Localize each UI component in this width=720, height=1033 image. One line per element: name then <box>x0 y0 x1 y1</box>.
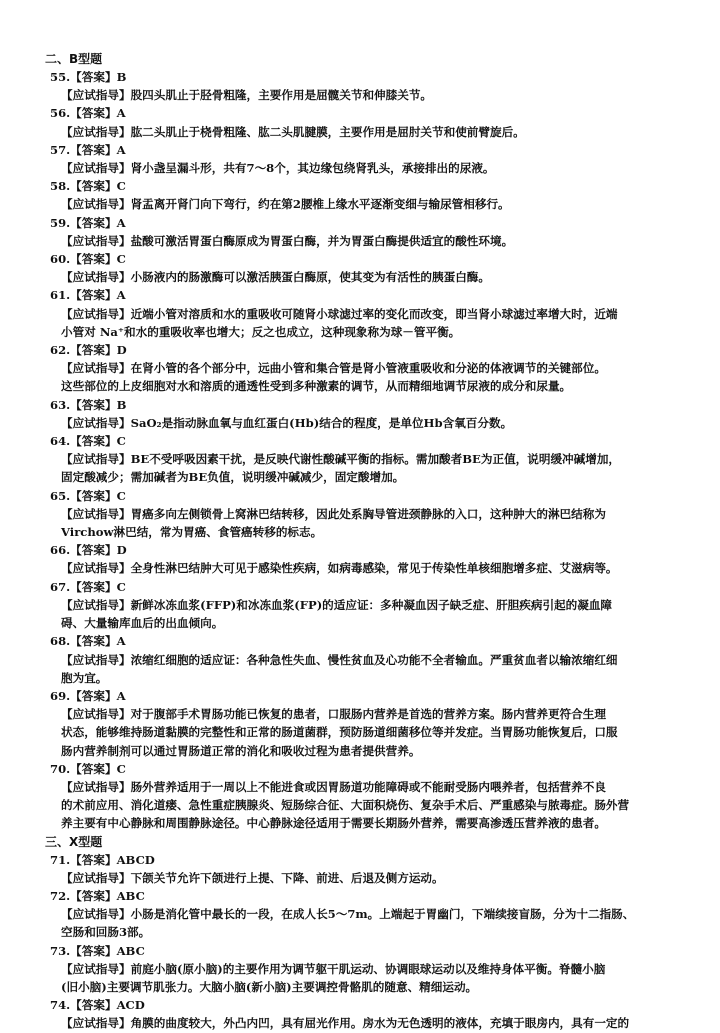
answer-value: C <box>116 488 126 503</box>
answer-line <box>45 632 680 650</box>
guide-label: 【应试指导】 <box>61 870 131 885</box>
answer-value: ABC <box>116 943 145 958</box>
question-number: 67. <box>50 579 71 594</box>
guide-text: 盐酸可激活胃蛋白酶原成为胃蛋白酶，并为胃蛋白酶提供适宜的酸性环境。 <box>130 233 514 248</box>
answer-label: 【答案】 <box>70 397 117 412</box>
answer-line <box>45 214 680 232</box>
answer-label: 【答案】 <box>70 888 117 903</box>
answer-line <box>45 286 680 304</box>
guide-line <box>45 159 680 177</box>
question-number: 68. <box>50 634 71 649</box>
guide-text: 对于腹部手术胃肠功能已恢复的患者，口服肠内营养是首选的营养方案。肠内营养更符合生理 <box>130 707 606 722</box>
answer-value: A <box>116 688 126 703</box>
answer-line <box>45 432 680 450</box>
guide-line <box>45 523 680 541</box>
answer-line <box>45 177 680 195</box>
answer-value: D <box>116 543 127 558</box>
guide-text: Virchow淋巴结，常为胃癌、食管癌转移的标志。 <box>61 525 323 540</box>
answer-label: 【答案】 <box>70 179 117 194</box>
answer-label: 【答案】 <box>70 288 117 303</box>
guide-line <box>45 414 680 432</box>
guide-label: 【应试指导】 <box>61 270 131 285</box>
guide-line <box>45 268 680 286</box>
answer-label: 【答案】 <box>70 998 117 1013</box>
answer-label: 【答案】 <box>70 688 117 703</box>
guide-label: 【应试指导】 <box>61 779 131 794</box>
guide-label: 【应试指导】 <box>61 907 131 922</box>
guide-line <box>45 377 680 395</box>
answer-line <box>45 851 680 869</box>
answer-value: B <box>116 397 127 412</box>
answer-label: 【答案】 <box>70 761 117 776</box>
guide-text: 角膜的曲度较大，外凸内凹，具有屈光作用。房水为无色透明的液体，充填于眼房内，具有一定的 <box>130 1016 630 1031</box>
guide-text: 这些部位的上皮细胞对水和溶质的通透性受到多种激素的调节，从而精细地调节尿液的成分和尿量。 <box>61 379 572 394</box>
guide-label: 【应试指导】 <box>61 233 131 248</box>
question-number: 71. <box>50 852 71 867</box>
guide-line <box>45 778 680 796</box>
guide-text: 新鲜冰冻血浆(FFP)和冰冻血浆(FP)的适应证：多种凝血因子缺乏症、肝胆疾病引起的凝血障 <box>130 597 613 612</box>
question-number: 70. <box>50 761 71 776</box>
guide-text: 在肾小管的各个部分中，远曲小管和集合管是肾小管液重吸收和分泌的体液调节的关键部位。 <box>130 361 606 376</box>
guide-text: 小管对 Na⁺和水的重吸收率也增大；反之也成立，这种现象称为球－管平衡。 <box>61 324 461 339</box>
guide-text: BE不受呼吸因素干扰，是反映代谢性酸碱平衡的指标。需加酸者BE为正值，说明缓冲碱增加， <box>130 452 621 467</box>
guide-text: 养主要有中心静脉和周围静脉途径。中心静脉途径适用于需要长期肠外营养，需要高渗透压营养液的患者。 <box>61 816 606 831</box>
guide-text: 碍、大量输库血后的出血倾向。 <box>61 616 224 631</box>
guide-line <box>45 923 680 941</box>
guide-line <box>45 559 680 577</box>
guide-line <box>45 123 680 141</box>
question-number: 63. <box>50 397 71 412</box>
question-number: 73. <box>50 943 71 958</box>
answer-label: 【答案】 <box>70 343 117 358</box>
guide-text: 小肠是消化管中最长的一段，在成人长5～7m。上端起于胃幽门，下端续接盲肠，分为十二指肠、 <box>130 907 635 922</box>
question-number: 56. <box>50 106 71 121</box>
answer-value: A <box>116 288 126 303</box>
question-number: 57. <box>50 142 71 157</box>
guide-label: 【应试指导】 <box>61 652 131 667</box>
guide-text: 肾盂离开肾门向下弯行，约在第2腰椎上缘水平逐渐变细与输尿管相移行。 <box>130 197 510 212</box>
section-title: 二、B型题 <box>45 52 103 66</box>
guide-text: SaO₂是指动脉血氧与血红蛋白(Hb)结合的程度，是单位Hb含氧百分数。 <box>130 415 513 430</box>
guide-label: 【应试指导】 <box>61 961 131 976</box>
answer-line <box>45 487 680 505</box>
guide-line <box>45 195 680 213</box>
answer-line <box>45 396 680 414</box>
answer-line <box>45 687 680 705</box>
answer-value: ABC <box>116 888 145 903</box>
answer-label: 【答案】 <box>70 252 117 267</box>
answer-line <box>45 68 680 86</box>
guide-line <box>45 905 680 923</box>
guide-line <box>45 978 680 996</box>
answer-value: C <box>116 579 126 594</box>
guide-line <box>45 705 680 723</box>
answer-line <box>45 141 680 159</box>
answer-value: ABCD <box>116 852 155 867</box>
guide-line <box>45 323 680 341</box>
answer-label: 【答案】 <box>70 634 117 649</box>
guide-text: 状态，能够维持肠道黏膜的完整性和正常的肠道菌群，预防肠道细菌移位等并发症。当胃肠功能恢复后，口服 <box>61 725 618 740</box>
guide-line <box>45 869 680 887</box>
answer-line <box>45 760 680 778</box>
guide-text: 空肠和回肠3部。 <box>61 925 151 940</box>
guide-text: 肾小盏呈漏斗形，共有7～8个，其边缘包绕肾乳头，承接排出的尿液。 <box>130 161 495 176</box>
guide-line <box>45 305 680 323</box>
guide-text: 股四头肌止于胫骨粗隆，主要作用是屈髋关节和伸膝关节。 <box>130 88 433 103</box>
question-number: 61. <box>50 288 71 303</box>
guide-text: 肱二头肌止于桡骨粗隆、肱二头肌腱膜，主要作用是屈肘关节和使前臂旋后。 <box>130 124 525 139</box>
answer-line <box>45 541 680 559</box>
guide-line <box>45 1014 680 1032</box>
guide-line <box>45 742 680 760</box>
guide-line <box>45 723 680 741</box>
question-number: 66. <box>50 543 71 558</box>
answer-value: B <box>116 70 127 84</box>
guide-label: 【应试指导】 <box>61 197 131 212</box>
guide-line <box>45 960 680 978</box>
question-number: 58. <box>50 179 71 194</box>
guide-line <box>45 359 680 377</box>
guide-line <box>45 450 680 468</box>
answer-label: 【答案】 <box>70 215 117 230</box>
guide-text: 全身性淋巴结肿大可见于感染性疾病，如病毒感染，常见于传染性单核细胞增多症、艾滋病等。 <box>130 561 618 576</box>
question-number: 69. <box>50 688 71 703</box>
question-number: 72. <box>50 888 71 903</box>
answer-label: 【答案】 <box>70 943 117 958</box>
answer-label: 【答案】 <box>70 852 117 867</box>
guide-line <box>45 796 680 814</box>
guide-label: 【应试指导】 <box>61 452 131 467</box>
guide-line <box>45 505 680 523</box>
guide-text: 肠内营养制剂可以通过胃肠道正常的消化和吸收过程为患者提供营养。 <box>61 743 421 758</box>
guide-line <box>45 232 680 250</box>
guide-line <box>45 614 680 632</box>
answer-value: A <box>116 142 126 157</box>
guide-text: 胃癌多向左侧锁骨上窝淋巴结转移，因此处系胸导管进颈静脉的入口，这种肿大的淋巴结称为 <box>130 506 606 521</box>
guide-text: 小肠液内的肠激酶可以激活胰蛋白酶原，使其变为有活性的胰蛋白酶。 <box>130 270 490 285</box>
answer-label: 【答案】 <box>70 142 117 157</box>
guide-label: 【应试指导】 <box>61 707 131 722</box>
guide-line <box>45 651 680 669</box>
answer-label: 【答案】 <box>70 543 117 558</box>
question-number: 65. <box>50 488 71 503</box>
guide-text: 胞为宜。 <box>61 670 108 685</box>
question-number: 74. <box>50 998 71 1013</box>
guide-line <box>45 814 680 832</box>
question-number: 55. <box>50 70 71 84</box>
guide-text: 肠外营养适用于一周以上不能进食或因胃肠道功能障碍或不能耐受肠内喂养者，包括营养不良 <box>130 779 606 794</box>
question-number: 59. <box>50 215 71 230</box>
guide-label: 【应试指导】 <box>61 361 131 376</box>
answer-line <box>45 341 680 359</box>
guide-line <box>45 86 680 104</box>
answer-line <box>45 887 680 905</box>
guide-label: 【应试指导】 <box>61 415 131 430</box>
guide-text: 的术前应用、消化道瘘、急性重症胰腺炎、短肠综合征、大面积烧伤、复杂手术后、严重感染与脓毒症。肠外营 <box>61 798 630 813</box>
answer-line <box>45 996 680 1014</box>
answer-value: D <box>116 343 127 358</box>
answer-value: C <box>116 434 126 449</box>
answer-value: C <box>116 761 126 776</box>
answer-value: A <box>116 634 126 649</box>
answer-line <box>45 250 680 268</box>
answer-value: ACD <box>116 998 145 1013</box>
question-number: 64. <box>50 434 71 449</box>
guide-label: 【应试指导】 <box>61 506 131 521</box>
guide-text: 下颌关节允许下颌进行上提、下降、前进、后退及侧方运动。 <box>130 870 444 885</box>
answer-label: 【答案】 <box>70 70 117 84</box>
answer-value: A <box>116 215 126 230</box>
answer-line <box>45 104 680 122</box>
guide-text: 固定酸减少；需加碱者为BE负值，说明缓冲碱减少，固定酸增加。 <box>61 470 405 485</box>
answer-label: 【答案】 <box>70 106 117 121</box>
section-title: 三、X型题 <box>45 834 103 849</box>
question-number: 60. <box>50 252 71 267</box>
guide-line <box>45 669 680 687</box>
answer-value: C <box>116 252 126 267</box>
answer-label: 【答案】 <box>70 434 117 449</box>
answer-line <box>45 578 680 596</box>
guide-line <box>45 596 680 614</box>
guide-label: 【应试指导】 <box>61 1016 131 1031</box>
guide-label: 【应试指导】 <box>61 597 131 612</box>
guide-label: 【应试指导】 <box>61 161 131 176</box>
answer-label: 【答案】 <box>70 488 117 503</box>
guide-text: 近端小管对溶质和水的重吸收可随肾小球滤过率的变化而改变，即当肾小球滤过率增大时，近端 <box>130 306 618 321</box>
guide-label: 【应试指导】 <box>61 306 131 321</box>
guide-line <box>45 468 680 486</box>
answer-label: 【答案】 <box>70 579 117 594</box>
guide-text: 浓缩红细胞的适应证：各种急性失血、慢性贫血及心功能不全者输血。严重贫血者以输浓缩红细 <box>130 652 618 667</box>
guide-label: 【应试指导】 <box>61 561 131 576</box>
guide-label: 【应试指导】 <box>61 88 131 103</box>
answer-value: A <box>116 106 126 121</box>
question-number: 62. <box>50 343 71 358</box>
guide-text: 前庭小脑(原小脑)的主要作用为调节躯干肌运动、协调眼球运动以及维持身体平衡。脊髓小脑 <box>130 961 606 976</box>
answer-value: C <box>116 179 126 194</box>
answer-line <box>45 942 680 960</box>
guide-label: 【应试指导】 <box>61 124 131 139</box>
guide-text: (旧小脑)主要调节肌张力。大脑小脑(新小脑)主要调控骨骼肌的随意、精细运动。 <box>61 979 478 994</box>
